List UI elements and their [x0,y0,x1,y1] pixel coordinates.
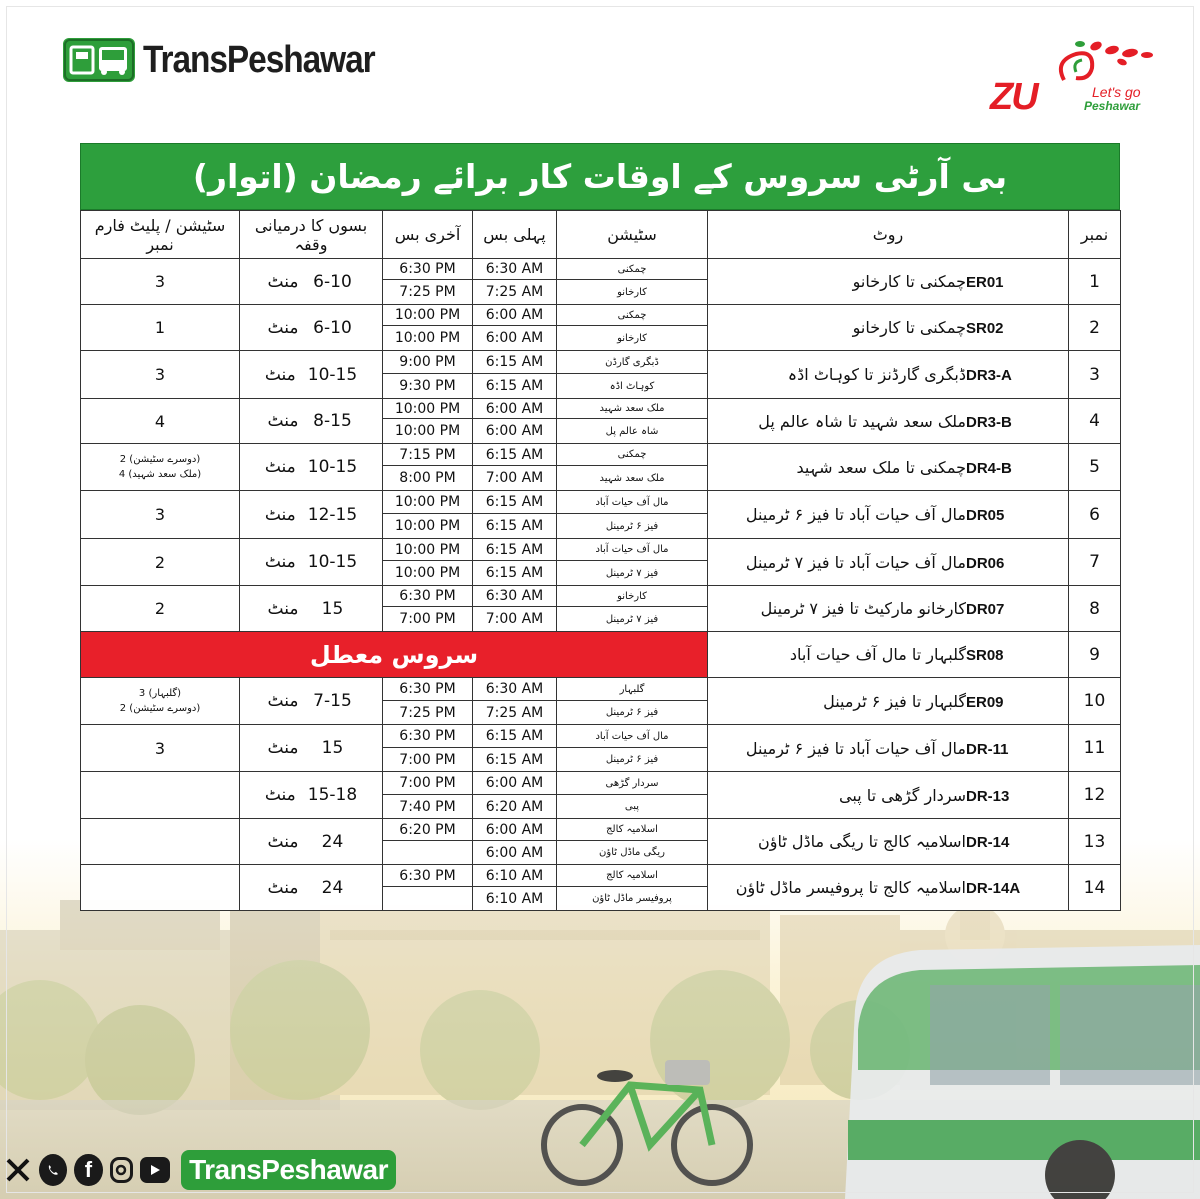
first-bus-time: 7:25 AM [473,701,557,725]
route-code: DR06 [966,554,1005,572]
interval-cell [240,586,383,632]
interval-value: 7-15 [313,691,352,711]
interval-cell [240,444,383,491]
route-name: سردار گڑھی تا پبی [839,785,966,805]
interval-cell [240,399,383,444]
table-row [81,772,1121,795]
route-cell [708,819,1069,865]
route-code: DR07 [966,601,1005,618]
last-bus-time: 7:00 PM [383,772,473,795]
route-cell [708,444,1069,491]
interval-unit: منٹ [267,831,299,852]
first-bus-time: 6:10 AM [473,887,557,911]
social-footer [4,1148,396,1192]
station-name: ڈبگری گارڈن [557,351,708,374]
interval-unit: منٹ [264,552,296,572]
first-bus-time: 6:00 AM [473,305,557,326]
route-cell [708,539,1069,586]
table-row [81,678,1121,701]
route-number: 10 [1069,678,1121,725]
interval-value: 6-10 [313,317,352,338]
route-name: ملک سعد شہید تا شاہ عالم پل [758,411,966,431]
interval-value: 24 [321,877,344,898]
route-cell [708,259,1069,305]
table-row [81,491,1121,514]
first-bus-time: 6:15 AM [473,748,557,772]
interval-unit: منٹ [267,738,299,758]
first-bus-time: 6:00 AM [473,419,557,444]
last-bus-time: 9:00 PM [383,351,473,374]
header-route: روٹ [708,211,1069,259]
route-code: SR02 [966,320,1004,337]
platform-cell [81,444,240,491]
first-bus-time: 6:00 AM [473,326,557,351]
bus-stop-icon [63,38,135,82]
first-bus-time: 7:00 AM [473,466,557,491]
station-name: کارخانو [557,280,708,305]
station-name: فیز ۶ ٹرمینل [557,701,708,725]
first-bus-time: 6:15 AM [473,374,557,399]
interval-unit: منٹ [267,317,299,338]
first-bus-time: 6:30 AM [473,678,557,701]
station-name: کارخانو [557,326,708,351]
station-name: فیز ۷ ٹرمینل [557,561,708,586]
header-first-bus: پہلی بس [473,211,557,259]
interval-unit: منٹ [267,877,299,898]
route-number: 9 [1069,632,1121,678]
last-bus-time: 10:00 PM [383,419,473,444]
interval-unit: منٹ [264,785,296,805]
table-row [81,819,1121,841]
table-row [81,259,1121,280]
last-bus-time: 6:30 PM [383,865,473,887]
route-name: مال آف حیات آباد تا فیز ۷ ٹرمینل [745,552,966,572]
interval-value: 15-18 [307,785,358,805]
first-bus-time: 7:00 AM [473,607,557,632]
first-bus-time: 6:15 AM [473,539,557,561]
interval-unit: منٹ [264,504,296,525]
station-name: چمکنی [557,259,708,280]
header-last-bus: آخری بس [383,211,473,259]
station-name: پبی [557,795,708,819]
last-bus-time: 6:30 PM [383,725,473,748]
route-code: SR08 [966,647,1004,664]
route-number: 11 [1069,725,1121,772]
first-bus-time: 6:15 AM [473,514,557,539]
last-bus-time [383,887,473,911]
route-number: 8 [1069,586,1121,632]
route-code: DR3-B [966,413,1012,431]
route-code: DR05 [966,507,1005,524]
route-code: DR-13 [966,787,1010,805]
first-bus-time: 6:15 AM [473,725,557,748]
route-number: 4 [1069,399,1121,444]
last-bus-time: 10:00 PM [383,491,473,514]
last-bus-time: 7:25 PM [383,701,473,725]
interval-value: 8-15 [313,411,352,431]
station-name: فیز ۶ ٹرمینل [557,514,708,539]
first-bus-time: 6:00 AM [473,819,557,841]
youtube-icon[interactable] [140,1157,170,1183]
table-row [81,865,1121,887]
station-name: چمکنی [557,305,708,326]
first-bus-time: 6:00 AM [473,772,557,795]
instagram-icon[interactable] [110,1157,134,1183]
route-cell [708,772,1069,819]
first-bus-time: 6:10 AM [473,865,557,887]
station-name: اسلامیہ کالج [557,865,708,887]
route-code: DR3-A [966,367,1012,384]
route-cell [708,725,1069,772]
interval-unit: منٹ [264,457,296,477]
last-bus-time: 6:30 PM [383,259,473,280]
last-bus-time: 7:40 PM [383,795,473,819]
first-bus-time: 6:20 AM [473,795,557,819]
platform-line: (ملک سعد شہید) 4 [118,469,202,480]
table-row [81,305,1121,326]
platform-cell [81,678,240,725]
platform-cell: 2 [81,586,240,632]
zu-tagline: Let's go [1092,84,1141,100]
brand-name: TransPeshawar [143,38,375,81]
route-name: مال آف حیات آباد تا فیز ۶ ٹرمینل [745,505,966,524]
interval-cell [240,259,383,305]
interval-cell [240,539,383,586]
platform-cell: 3 [81,259,240,305]
interval-cell [240,351,383,399]
table-row [81,586,1121,607]
last-bus-time: 10:00 PM [383,514,473,539]
station-name: شاہ عالم پل [557,419,708,444]
route-cell [708,305,1069,351]
header-interval: بسوں کا درمیانی وقفہ [240,211,383,259]
last-bus-time: 9:30 PM [383,374,473,399]
zu-city: Peshawar [1084,99,1141,113]
platform-cell [81,819,240,865]
schedule-title-banner [80,143,1120,210]
route-name: گلبہار تا مال آف حیات آباد [789,645,966,664]
last-bus-time: 7:25 PM [383,280,473,305]
route-name: گلبہار تا فیز ۶ ٹرمینل [823,691,966,711]
brand-logo [63,37,406,83]
station-name: کارخانو [557,586,708,607]
first-bus-time: 6:15 AM [473,351,557,374]
last-bus-time: 6:20 PM [383,819,473,841]
interval-value: 15 [321,598,344,619]
zu-text: ZU [990,76,1037,118]
route-number: 13 [1069,819,1121,865]
route-name: کارخانو مارکیٹ تا فیز ۷ ٹرمینل [760,599,966,618]
first-bus-time: 6:00 AM [473,399,557,419]
station-name: سردار گڑھی [557,772,708,795]
interval-value: 12-15 [307,504,358,525]
last-bus-time: 7:00 PM [383,748,473,772]
route-code: DR-14 [966,834,1010,851]
route-name: چمکنی تا ملک سعد شہید [796,457,966,477]
last-bus-time: 10:00 PM [383,326,473,351]
last-bus-time [383,841,473,865]
route-code: DR-11 [966,740,1009,758]
route-number: 1 [1069,259,1121,305]
route-code: ER09 [966,693,1004,711]
route-number: 2 [1069,305,1121,351]
suspended-cell: سروس معطل [81,632,708,678]
facebook-icon[interactable]: f [74,1154,102,1186]
footer-handle: TransPeshawar [189,1154,389,1185]
route-number: 6 [1069,491,1121,539]
interval-cell [240,865,383,911]
station-name: مال آف حیات آباد [557,539,708,561]
table-row [81,351,1121,374]
route-name: چمکنی تا کارخانو [852,272,966,291]
first-bus-time: 6:30 AM [473,259,557,280]
schedule-table [80,210,1121,911]
route-number: 3 [1069,351,1121,399]
interval-value: 10-15 [307,457,358,477]
route-cell [708,632,1069,678]
table-header-row [81,211,1121,259]
header-station: سٹیشن [557,211,708,259]
platform-line: (گلبہار) 3 [138,688,182,699]
header-platform: سٹیشن / پلیٹ فارم نمبر [81,211,240,259]
route-name: مال آف حیات آباد تا فیز ۶ ٹرمینل [745,738,966,758]
route-number: 7 [1069,539,1121,586]
interval-cell [240,725,383,772]
station-name: مال آف حیات آباد [557,491,708,514]
first-bus-time: 7:25 AM [473,280,557,305]
first-bus-time: 6:30 AM [473,586,557,607]
platform-cell: 3 [81,351,240,399]
route-name: چمکنی تا کارخانو [852,318,966,337]
route-cell [708,678,1069,725]
station-name: ملک سعد شہید [557,399,708,419]
route-code: DR-14A [966,880,1021,897]
table-row [81,539,1121,561]
table-row [81,725,1121,748]
interval-unit: منٹ [267,411,299,431]
route-cell [708,586,1069,632]
route-code: ER01 [966,274,1004,291]
route-code: DR4-B [966,459,1012,477]
interval-unit: منٹ [264,364,296,385]
platform-cell [81,865,240,911]
interval-unit: منٹ [267,271,299,292]
first-bus-time: 6:15 AM [473,444,557,466]
platform-cell [81,772,240,819]
whatsapp-icon[interactable] [39,1154,67,1186]
first-bus-time: 6:15 AM [473,561,557,586]
interval-value: 15 [321,738,344,758]
station-name: گلبہار [557,678,708,701]
header-number: نمبر [1069,211,1121,259]
route-cell [708,865,1069,911]
interval-cell [240,772,383,819]
interval-value: 10-15 [307,552,358,572]
footer-handle-pill[interactable] [181,1150,396,1190]
platform-cell: 2 [81,539,240,586]
route-name: اسلامیہ کالج تا ریگی ماڈل ٹاؤن [758,832,966,851]
route-number: 14 [1069,865,1121,911]
platform-cell: 1 [81,305,240,351]
station-name: مال آف حیات آباد [557,725,708,748]
interval-value: 24 [321,831,344,852]
station-name: کوہاٹ اڈہ [557,374,708,399]
platform-line: (دوسرے سٹیشن) 2 [119,454,201,465]
interval-unit: منٹ [267,598,299,619]
station-name: ملک سعد شہید [557,466,708,491]
route-cell [708,351,1069,399]
zu-peshawar-logo [984,36,1164,116]
interval-cell [240,819,383,865]
table-row [81,444,1121,466]
interval-unit: منٹ [267,691,299,711]
last-bus-time: 7:00 PM [383,607,473,632]
interval-cell [240,491,383,539]
interval-cell [240,678,383,725]
route-name: ڈبگری گارڈنز تا کوہاٹ اڈہ [787,365,966,384]
table-row [81,632,1121,678]
interval-value: 10-15 [307,364,358,385]
x-icon[interactable] [4,1154,32,1186]
last-bus-time: 10:00 PM [383,399,473,419]
last-bus-time: 10:00 PM [383,305,473,326]
schedule-title: بی آرٹی سروس کے اوقات کار برائے رمضان (اتوار) [192,157,1008,196]
station-name: اسلامیہ کالج [557,819,708,841]
platform-line: (دوسرے سٹیشن) 2 [119,703,201,714]
platform-cell: 4 [81,399,240,444]
first-bus-time: 6:00 AM [473,841,557,865]
station-name: فیز ۷ ٹرمینل [557,607,708,632]
station-name: چمکنی [557,444,708,466]
last-bus-time: 10:00 PM [383,561,473,586]
route-cell [708,491,1069,539]
last-bus-time: 7:15 PM [383,444,473,466]
route-number: 12 [1069,772,1121,819]
last-bus-time: 6:30 PM [383,678,473,701]
interval-cell [240,305,383,351]
schedule-body [81,259,1121,911]
last-bus-time: 10:00 PM [383,539,473,561]
first-bus-time: 6:15 AM [473,491,557,514]
route-number: 5 [1069,444,1121,491]
station-name: ریگی ماڈل ٹاؤن [557,841,708,865]
last-bus-time: 8:00 PM [383,466,473,491]
station-name: پروفیسر ماڈل ٹاؤن [557,887,708,911]
interval-value: 6-10 [313,271,352,292]
platform-cell: 3 [81,491,240,539]
route-cell [708,399,1069,444]
station-name: فیز ۶ ٹرمینل [557,748,708,772]
platform-cell: 3 [81,725,240,772]
last-bus-time: 6:30 PM [383,586,473,607]
table-row [81,399,1121,419]
route-name: اسلامیہ کالج تا پروفیسر ماڈل ٹاؤن [735,878,966,897]
